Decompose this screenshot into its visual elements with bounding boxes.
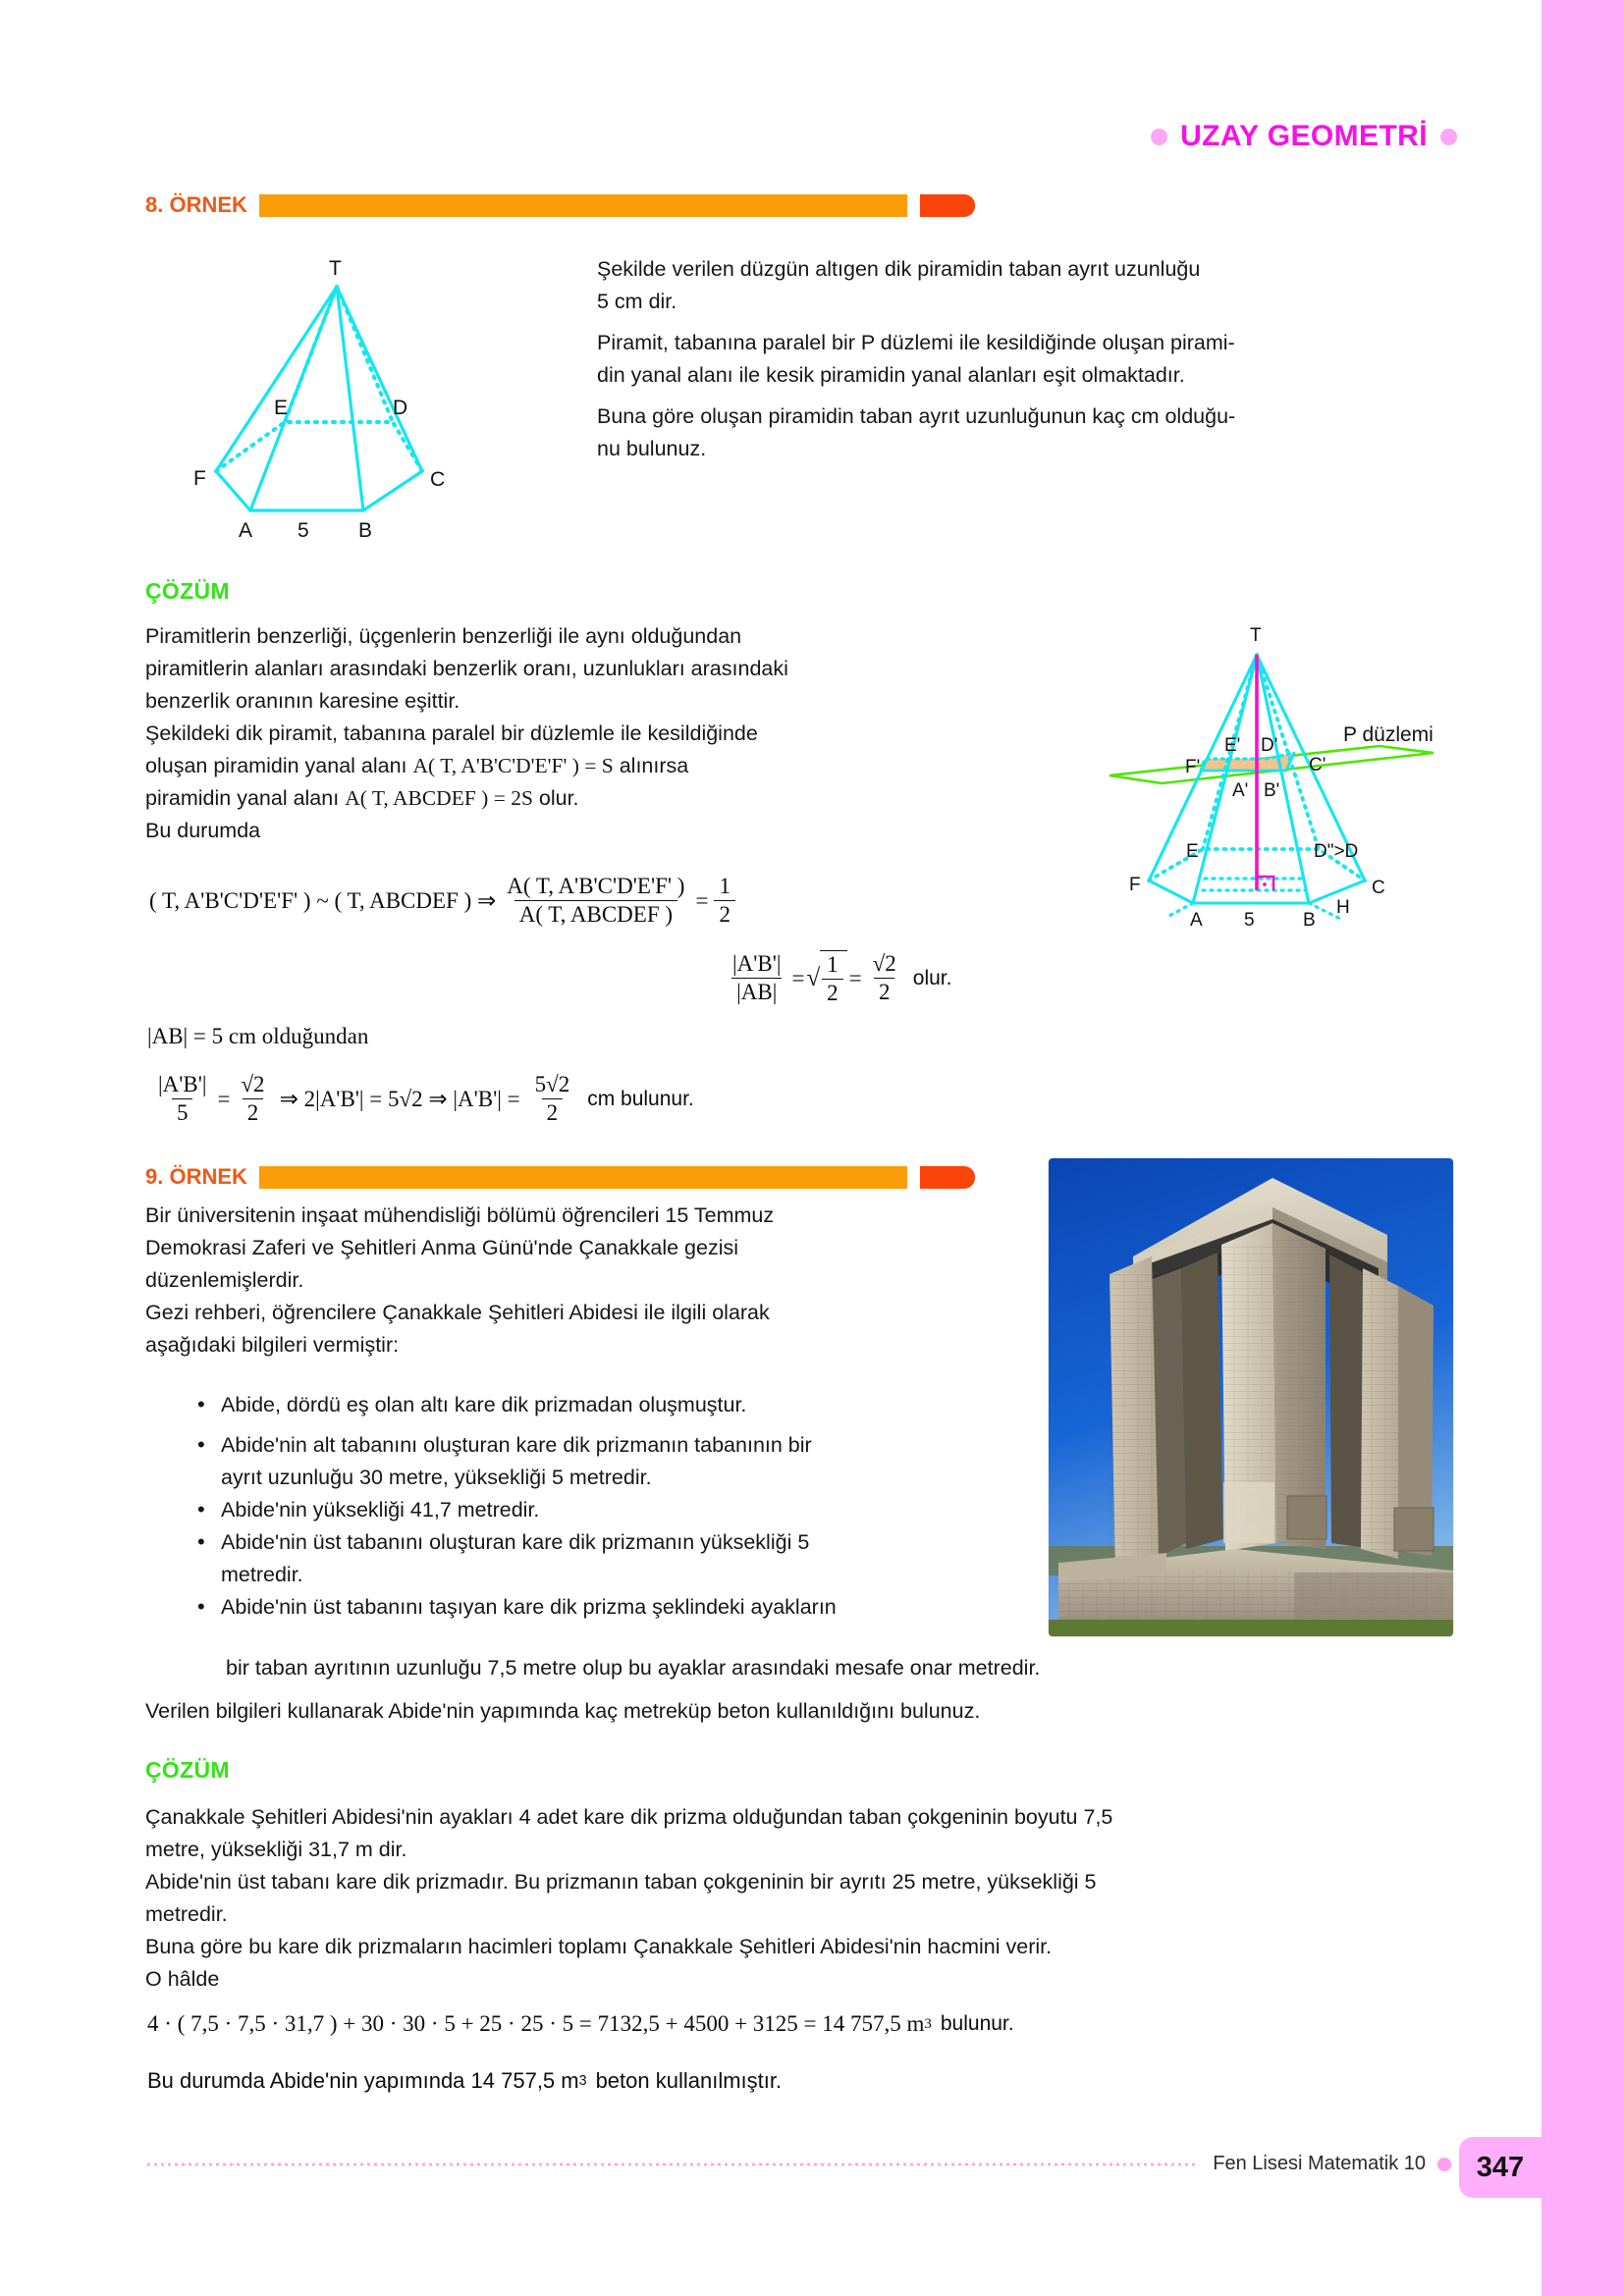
bullet-1-text: Abide, dördü eş olan altı kare dik prizmadan oluşmuştur.: [221, 1393, 747, 1416]
equation-total-volume: [147, 2011, 1014, 2037]
edge-length-label: 5: [1244, 910, 1255, 931]
eq3-num: |A'B'|: [158, 1072, 207, 1096]
eq3-step: ⇒ 2|A'B'| = 5√2 ⇒ |A'B'| =: [279, 1086, 520, 1111]
vertex-label-D: D: [393, 397, 408, 419]
q8-p2-l2: din yanal alanı ile kesik piramidin yanal alanları eşit olmaktadır.: [597, 363, 1185, 387]
s8-l5-post: alınırsa: [619, 754, 689, 777]
vertex-label-F-prime: F': [1185, 757, 1201, 777]
circle-dot-icon: [1437, 2158, 1451, 2171]
page-number: 347: [1476, 2151, 1525, 2183]
eq-volume-exponent: 3: [924, 2015, 932, 2032]
s8-l8: |AB| = 5 cm olduğundan: [147, 1024, 369, 1048]
vertex-label-F: F: [193, 467, 206, 490]
example-9-header: [145, 1164, 1029, 1190]
vertex-label-E: E: [1186, 841, 1199, 862]
example-8-label: 8. ÖRNEK: [145, 192, 247, 217]
eq1-den: A( T, ABCDEF ): [514, 900, 677, 928]
eq1-num: A( T, A'B'C'D'E'F' ): [507, 874, 685, 898]
header-bar-end: [920, 194, 975, 217]
vertex-label-D: D">D: [1314, 841, 1359, 862]
eq2-num: |A'B'|: [732, 951, 782, 976]
vertex-label-D-prime: D': [1261, 735, 1278, 756]
vertex-label-B: B: [358, 519, 373, 542]
s8-l2: piramitlerin alanları arasındaki benzerlik oranı, uzunlukları arasındaki: [145, 657, 788, 680]
bullet-4-line-1: Abide'nin üst tabanını oluşturan kare dik prizmanın yüksekliği 5: [221, 1530, 810, 1554]
final-pre: Bu durumda Abide'nin yapımında 14 757,5 m: [147, 2068, 579, 2093]
eq3-r1-den: 2: [243, 1098, 264, 1126]
bullet-2-line-1: Abide'nin alt tabanını oluşturan kare dik prizmanın tabanının bir: [221, 1433, 812, 1457]
eq1-res-den: 2: [714, 900, 735, 928]
circle-dot-icon: [1151, 129, 1167, 145]
eq-volume-main: 4 · ( 7,5 · 7,5 · 31,7 ) + 30 · 30 · 5 + 25 · 25 · 5 = 7132,5 + 4500 + 3125 = 14 757,5 m: [147, 2011, 925, 2036]
given-ab-length: [147, 1024, 368, 1049]
figure-cut-pyramid-with-plane: [1056, 604, 1448, 942]
final-exponent: 3: [578, 2073, 587, 2089]
final-post: beton kullanılmıştır.: [595, 2068, 783, 2093]
s9-l4: metredir.: [145, 1902, 228, 1926]
pillar-inner-left: [1181, 1253, 1223, 1549]
vertex-label-C-prime: C': [1309, 755, 1326, 775]
q8-p1-l2: 5 cm dir.: [597, 290, 677, 313]
list-item: [191, 1494, 1016, 1526]
solution-8-text: [145, 620, 1009, 847]
q9-l1: Bir üniversitenin inşaat mühendisliği bölümü öğrencileri 15 Temmuz: [145, 1203, 775, 1227]
s8-l4: Şekildeki dik piramit, tabanına paralel bir düzlemle ile kesildiğinde: [145, 721, 758, 745]
page-edge-decoration: [1542, 0, 1624, 2296]
relief-plaque-2: [1394, 1508, 1434, 1551]
pillar-inner-right: [1329, 1255, 1363, 1547]
q8-p1-l1: Şekilde verilen düzgün altıgen dik piramidin taban ayrıt uzunluğu: [597, 257, 1201, 281]
equation-similarity-ratio: [149, 874, 741, 928]
s8-l5: [145, 750, 1009, 782]
eq3-tail: cm bulunur.: [587, 1087, 694, 1110]
eq3-equals-1: =: [217, 1086, 231, 1111]
eq2-den: |AB|: [731, 978, 782, 1005]
s8-l6-math: A( T, ABCDEF ) = 2S: [345, 786, 533, 810]
footer-dotted-rule: [145, 2163, 1199, 2166]
q9-l3: düzenlemişlerdir.: [145, 1268, 304, 1292]
plane-label: P düzlemi: [1343, 723, 1434, 746]
eq2-sqrt-num: 1: [827, 952, 839, 977]
list-item: [191, 1389, 1016, 1421]
vertex-label-A-prime: A': [1232, 780, 1249, 801]
header-bar: [259, 194, 907, 217]
s9-l6: O hâlde: [145, 1967, 220, 1991]
eq2-res-den: 2: [874, 978, 895, 1005]
eq1-res-num: 1: [719, 874, 731, 898]
eq3-r2-num: 5√2: [534, 1072, 570, 1096]
example-9-intro-text: [145, 1200, 1009, 1362]
bullet-3-text: Abide'nin yüksekliği 41,7 metredir.: [221, 1498, 540, 1522]
solution-8-label: ÇÖZÜM: [145, 578, 230, 604]
vertex-label-C: C: [1372, 878, 1385, 898]
s8-l5-pre: oluşan piramidin yanal alanı: [145, 754, 407, 777]
solution-9-label: ÇÖZÜM: [145, 1757, 230, 1783]
bullet-5-text: Abide'nin üst tabanını taşıyan kare dik prizma şeklindeki ayakların: [221, 1595, 837, 1619]
vertex-label-T: T: [329, 257, 342, 280]
equation-final-edge: [147, 1072, 694, 1126]
vertex-label-E-prime: E': [1224, 735, 1241, 756]
canakkale-memorial-photo: [1049, 1158, 1453, 1636]
solution-9-text: [145, 1801, 1461, 1996]
example-8-header: [145, 192, 1029, 218]
circle-dot-icon: [1440, 129, 1457, 145]
list-item: [191, 1591, 1016, 1624]
eq-volume-tail: bulunur.: [940, 2012, 1014, 2035]
vertex-label-A: A: [239, 519, 253, 542]
list-item: [191, 1429, 1016, 1494]
q9-l2: Demokrasi Zaferi ve Şehitleri Anma Günü'nde Çanakkale gezisi: [145, 1236, 739, 1259]
chapter-title: UZAY GEOMETRİ: [1180, 120, 1428, 152]
eq3-r1-num: √2: [241, 1072, 265, 1096]
vertex-label-H: H: [1336, 897, 1350, 918]
vertex-label-C: C: [430, 468, 446, 491]
s8-l5-math: A( T, A'B'C'D'E'F' ) = S: [412, 754, 614, 777]
example-8-question-text: [597, 253, 1441, 465]
eq1-left: ( T, A'B'C'D'E'F' ) ~ ( T, ABCDEF ) ⇒: [149, 887, 497, 913]
s8-l7: Bu durumda: [145, 819, 261, 842]
chapter-header: [1151, 120, 1457, 153]
vertex-label-T: T: [1250, 625, 1262, 646]
page-number-badge: [1459, 2137, 1542, 2198]
s8-l6-post: olur.: [538, 786, 579, 810]
example-9-bullet-list: [191, 1389, 1016, 1624]
vertex-label-B: B: [1303, 910, 1316, 931]
eq2-equals-2: =: [848, 965, 862, 990]
vertex-label-B-prime: B': [1264, 780, 1280, 801]
eq2-tail: olur.: [912, 966, 952, 989]
q8-p3-l2: nu bulunuz.: [597, 437, 707, 460]
eq2-res-num: √2: [872, 951, 896, 976]
list-item: [191, 1526, 1016, 1591]
s9-l5: Buna göre bu kare dik prizmaların hacimleri toplamı Çanakkale Şehitleri Abidesi'nin hacmini verir.: [145, 1935, 1053, 1958]
s9-l2: metre, yüksekliği 31,7 m dir.: [145, 1838, 407, 1861]
s8-l6-pre: piramidin yanal alanı: [145, 786, 340, 810]
sqrt-one-half: √ $\frac{1}{2}$: [806, 950, 846, 1006]
q9-l4: Gezi rehberi, öğrencilere Çanakkale Şehitleri Abidesi ile ilgili olarak: [145, 1301, 770, 1324]
relief-plaque-1: [1287, 1496, 1326, 1539]
vertex-label-F: F: [1129, 875, 1141, 895]
equation-edge-ratio: [722, 950, 951, 1006]
eq2-sqrt-den: 2: [822, 979, 843, 1006]
s8-l3: benzerlik oranının karesine eşittir.: [145, 689, 460, 713]
s8-l6: [145, 782, 1009, 815]
bullet-4-line-2: metredir.: [221, 1563, 303, 1586]
footer: [145, 2153, 1451, 2175]
vertex-label-E: E: [274, 397, 289, 419]
eq3-r2-den: 2: [542, 1098, 564, 1126]
final-answer-line: [147, 2068, 782, 2094]
vertex-label-A: A: [1190, 910, 1203, 931]
eq1-equals: =: [695, 887, 709, 913]
header-bar-end: [920, 1166, 975, 1189]
header-bar: [259, 1166, 907, 1189]
s9-l1: Çanakkale Şehitleri Abidesi'nin ayakları 4 adet kare dik prizma olduğundan taban çokgeninin boyutu 7,5: [145, 1805, 1113, 1829]
s8-l1: Piramitlerin benzerliği, üçgenlerin benzerliği ile aynı olduğundan: [145, 624, 742, 648]
edge-length-label: 5: [298, 519, 309, 542]
q9-l5: aşağıdaki bilgileri vermiştir:: [145, 1333, 400, 1357]
q8-p3-l1: Buna göre oluşan piramidin taban ayrıt uzunluğunun kaç cm olduğu-: [597, 404, 1236, 428]
eq3-den: 5: [172, 1098, 193, 1126]
bullet-5-continuation: bir taban ayrıtının uzunluğu 7,5 metre olup bu ayaklar arasındaki mesafe onar metredir.: [226, 1656, 1041, 1680]
example-9-label: 9. ÖRNEK: [145, 1164, 247, 1189]
figure-hexagonal-pyramid: [182, 245, 506, 569]
book-title: Fen Lisesi Matematik 10: [1213, 2153, 1426, 2174]
s9-l3: Abide'nin üst tabanı kare dik prizmadır. Bu prizmanın taban çokgeninin bir ayrıtı 25 metre, yüksekliği 5: [145, 1870, 1097, 1894]
example-9-closing-question: Verilen bilgileri kullanarak Abide'nin yapımında kaç metreküp beton kullanıldığını bulunuz.: [145, 1699, 981, 1723]
eq2-equals-1: =: [791, 965, 805, 990]
bullet-2-line-2: ayrıt uzunluğu 30 metre, yüksekliği 5 metredir.: [221, 1466, 652, 1489]
inscription-panel: [1223, 1482, 1274, 1543]
q8-p2-l1: Piramit, tabanına paralel bir P düzlemi ile kesildiğinde oluşan pirami-: [597, 331, 1235, 354]
